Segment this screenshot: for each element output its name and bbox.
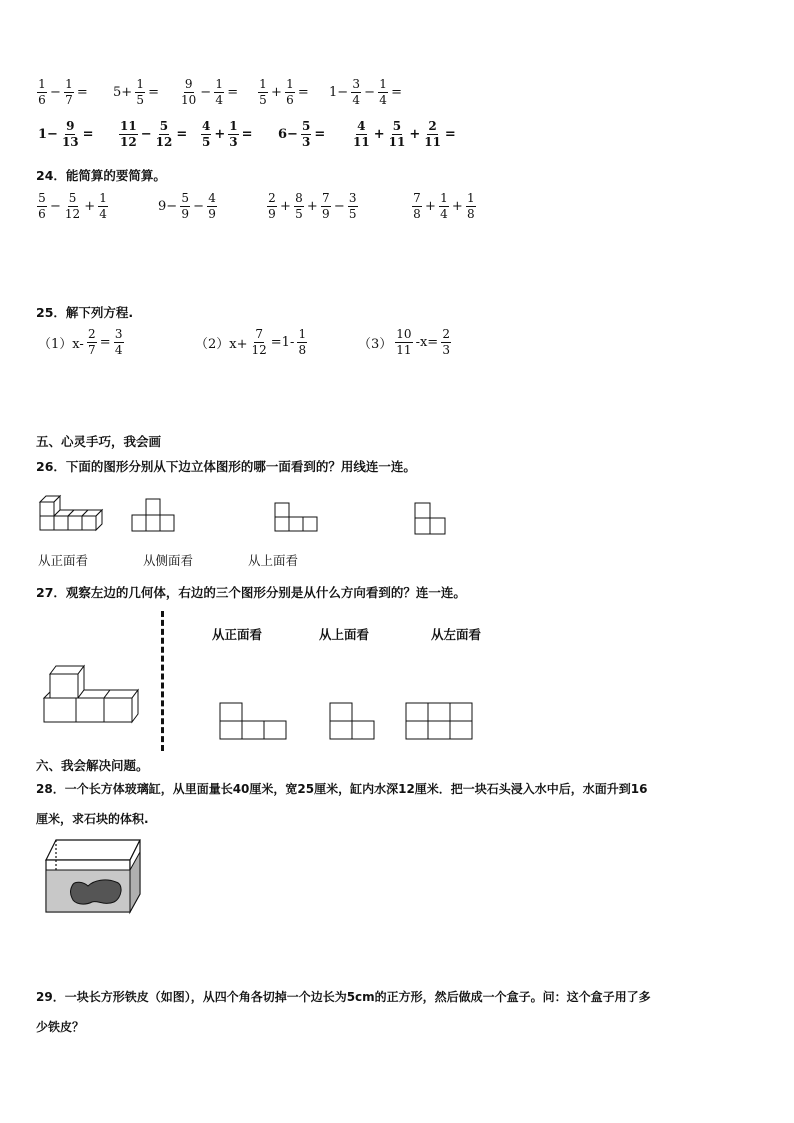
expr-suffix: =	[76, 84, 88, 100]
numerator: 1	[136, 77, 144, 91]
q24-title: 24．能简算的要简算。	[36, 168, 166, 183]
fraction	[201, 120, 211, 148]
denominator: 5	[348, 206, 357, 221]
q27-header-left: 从左面看	[431, 627, 482, 642]
operator: −	[50, 198, 61, 214]
operator: +	[306, 198, 318, 214]
fraction	[135, 78, 145, 106]
expr-suffix: =	[227, 84, 239, 100]
q26-label-side: 从侧面看	[143, 553, 194, 568]
fraction	[351, 78, 361, 106]
fraction	[180, 78, 197, 106]
numerator: 1	[259, 77, 267, 91]
operator: −	[50, 84, 61, 100]
denominator: 8	[298, 342, 307, 357]
q26-label-front: 从正面看	[38, 553, 89, 568]
numerator: 1	[298, 327, 307, 341]
numerator: 8	[295, 191, 303, 205]
expr-suffix: =	[176, 126, 188, 142]
operator: +	[84, 198, 96, 214]
operator: +	[271, 84, 282, 100]
numerator: 2	[268, 191, 276, 205]
denominator: 7	[65, 92, 73, 107]
numerator: 4	[202, 119, 211, 133]
denominator: 6	[38, 206, 46, 221]
fraction	[294, 192, 304, 220]
q26-solid-figure	[38, 490, 104, 536]
operator: +	[373, 126, 385, 142]
calc-row-1	[36, 78, 407, 106]
numerator: 1	[466, 191, 475, 205]
fraction	[119, 120, 138, 148]
denominator: 9	[268, 206, 276, 221]
denominator: 12	[64, 206, 81, 221]
denominator: 12	[251, 342, 267, 357]
q26-view-b	[274, 502, 320, 534]
denominator: 5	[295, 206, 303, 221]
expr-suffix: -x=	[415, 334, 439, 350]
numerator: 5	[301, 119, 311, 133]
operator: +	[214, 126, 226, 142]
expr-suffix: =	[148, 84, 160, 100]
fraction	[114, 328, 124, 356]
q27-header-top: 从上面看	[319, 627, 370, 642]
numerator: 1	[65, 77, 73, 91]
calc-expr	[111, 78, 179, 106]
calc-expr	[200, 120, 276, 148]
expr-suffix: =	[99, 334, 111, 350]
numerator: 3	[114, 327, 123, 341]
denominator: 4	[215, 92, 223, 107]
operator: +	[409, 126, 421, 142]
fraction	[301, 120, 311, 148]
fraction	[352, 120, 371, 148]
expr-suffix: =	[444, 126, 456, 142]
numerator: 5	[38, 191, 46, 205]
numerator: 5	[392, 119, 402, 133]
q25-item	[36, 328, 193, 356]
denominator: 5	[136, 92, 144, 107]
denominator: 12	[155, 134, 173, 149]
q26-view-a	[131, 498, 177, 532]
denominator: 10	[181, 92, 197, 107]
denominator: 11	[388, 134, 406, 149]
numerator: 2	[428, 119, 437, 133]
numerator: 5	[68, 191, 77, 205]
operator: +	[451, 198, 463, 214]
q28-fish-tank-figure	[44, 838, 144, 914]
denominator: 12	[120, 134, 137, 149]
calc-expr	[276, 120, 351, 148]
denominator: 11	[353, 134, 370, 149]
fraction	[267, 192, 277, 220]
operator: −	[200, 84, 212, 100]
operator: +	[425, 198, 436, 214]
numerator: 9	[66, 119, 75, 133]
fraction	[251, 328, 268, 356]
expr-prefix: 6−	[278, 126, 298, 142]
q25-items	[36, 328, 476, 356]
fraction	[98, 192, 108, 220]
operator: −	[333, 198, 345, 214]
denominator: 4	[114, 342, 123, 357]
denominator: 3	[229, 134, 238, 149]
q27-view-c	[405, 702, 475, 742]
numerator: 2	[442, 327, 450, 341]
denominator: 4	[440, 206, 448, 221]
numerator: 3	[348, 191, 357, 205]
expr-suffix: =	[82, 126, 94, 142]
numerator: 9	[184, 77, 193, 91]
q26-view-c	[414, 502, 448, 536]
denominator: 11	[424, 134, 441, 149]
numerator: 3	[352, 77, 360, 91]
q26-label-top: 从上面看	[248, 553, 299, 568]
q27-solid-figure	[42, 664, 140, 724]
calc-expr	[36, 78, 111, 106]
q28-line-1: 28．一个长方体玻璃缸，从里面量长40厘米，宽25厘米，缸内水深12厘米．把一块石头浸入水中后，水面升到16	[36, 782, 648, 796]
numerator: 1	[229, 119, 238, 133]
q24-item	[266, 192, 411, 220]
fraction	[439, 192, 449, 220]
q24-items	[36, 192, 531, 220]
q24-item	[36, 192, 156, 220]
denominator: 4	[379, 92, 387, 107]
calc-expr	[351, 120, 461, 148]
numerator: 1	[38, 77, 46, 91]
fraction	[228, 120, 238, 148]
denominator: 8	[413, 206, 421, 221]
denominator: 4	[99, 206, 107, 221]
fraction	[441, 328, 451, 356]
denominator: 6	[286, 92, 294, 107]
expr-suffix: =	[314, 126, 326, 142]
numerator: 11	[120, 119, 137, 133]
q25-item	[193, 328, 356, 356]
fraction	[61, 120, 80, 148]
fraction	[180, 192, 190, 220]
denominator: 8	[466, 206, 475, 221]
q29-line-1: 29．一块长方形铁皮（如图），从四个角各切掉一个边长为5cm的正方形，然后做成一个盒子。问：这个盒子用了多	[36, 990, 651, 1004]
expr-suffix: =	[297, 84, 309, 100]
fraction	[412, 192, 422, 220]
fraction	[258, 78, 268, 106]
q27-view-b	[329, 702, 377, 742]
denominator: 9	[208, 206, 216, 221]
fraction	[297, 328, 307, 356]
denominator: 7	[87, 342, 96, 357]
numerator: 4	[357, 119, 366, 133]
calc-expr	[327, 78, 407, 106]
q27-divider	[161, 611, 164, 751]
numerator: 2	[87, 327, 96, 341]
q28-line-2: 厘米，求石块的体积.	[36, 812, 149, 826]
q24-item	[156, 192, 266, 220]
fraction	[64, 192, 81, 220]
calc-expr	[179, 78, 257, 106]
fraction	[285, 78, 295, 106]
numerator: 7	[413, 191, 421, 205]
operator: −	[193, 198, 205, 214]
denominator: 5	[202, 134, 211, 149]
fraction	[214, 78, 224, 106]
operator: +	[280, 198, 291, 214]
denominator: 9	[321, 206, 330, 221]
numerator: 1	[215, 77, 223, 91]
q27-title: 27．观察左边的几何体，右边的三个图形分别是从什么方向看到的？连一连。	[36, 585, 466, 600]
fraction	[207, 192, 217, 220]
fraction	[395, 328, 412, 356]
q26-title: 26．下面的图形分别从下边立体图形的哪一面看到的？用线连一连。	[36, 459, 416, 474]
fraction	[37, 192, 47, 220]
expr-prefix: 5+	[113, 84, 133, 100]
section-5-heading: 五、心灵手巧，我会画	[36, 434, 162, 449]
q25-title: 25．解下列方程.	[36, 305, 134, 320]
numerator: 1	[379, 77, 387, 91]
expr-prefix: 9−	[158, 198, 178, 214]
fraction	[378, 78, 388, 106]
q25-item	[356, 328, 476, 356]
section-6-heading: 六、我会解决问题。	[36, 758, 149, 773]
denominator: 3	[442, 342, 450, 357]
numerator: 4	[208, 191, 216, 205]
fraction	[155, 120, 174, 148]
calc-row-2	[36, 120, 461, 148]
expr-prefix: 1−	[38, 126, 58, 142]
expr-prefix: 1−	[329, 84, 349, 100]
fraction	[348, 192, 358, 220]
expr-suffix: =	[241, 126, 253, 142]
fraction	[388, 120, 407, 148]
expr-prefix: （1）x-	[38, 336, 84, 352]
numerator: 5	[159, 119, 169, 133]
calc-expr	[118, 120, 200, 148]
expr-prefix: （3）	[358, 336, 393, 352]
fraction	[423, 120, 442, 148]
denominator: 9	[181, 206, 189, 221]
denominator: 5	[259, 92, 267, 107]
denominator: 6	[38, 92, 46, 107]
expr-suffix: =	[391, 84, 402, 100]
q27-header-front: 从正面看	[212, 627, 263, 642]
denominator: 11	[396, 342, 412, 357]
fraction	[64, 78, 74, 106]
expr-prefix: （2）x+	[195, 336, 248, 352]
denominator: 13	[61, 134, 79, 149]
fraction	[37, 78, 47, 106]
operator: −	[140, 126, 152, 142]
q29-line-2: 少铁皮？	[36, 1020, 85, 1034]
numerator: 1	[99, 191, 107, 205]
expr-suffix: =1-	[270, 334, 295, 350]
fraction	[321, 192, 331, 220]
numerator: 5	[181, 191, 189, 205]
fraction	[466, 192, 476, 220]
operator: −	[364, 84, 376, 100]
calc-expr	[36, 120, 118, 148]
numerator: 7	[255, 327, 263, 341]
calc-expr	[257, 78, 327, 106]
q24-item	[411, 192, 531, 220]
denominator: 4	[352, 92, 360, 107]
denominator: 3	[301, 134, 311, 149]
numerator: 7	[321, 191, 330, 205]
numerator: 10	[396, 327, 412, 341]
fraction	[87, 328, 97, 356]
q27-view-a	[219, 702, 289, 742]
numerator: 1	[440, 191, 448, 205]
numerator: 1	[286, 77, 294, 91]
